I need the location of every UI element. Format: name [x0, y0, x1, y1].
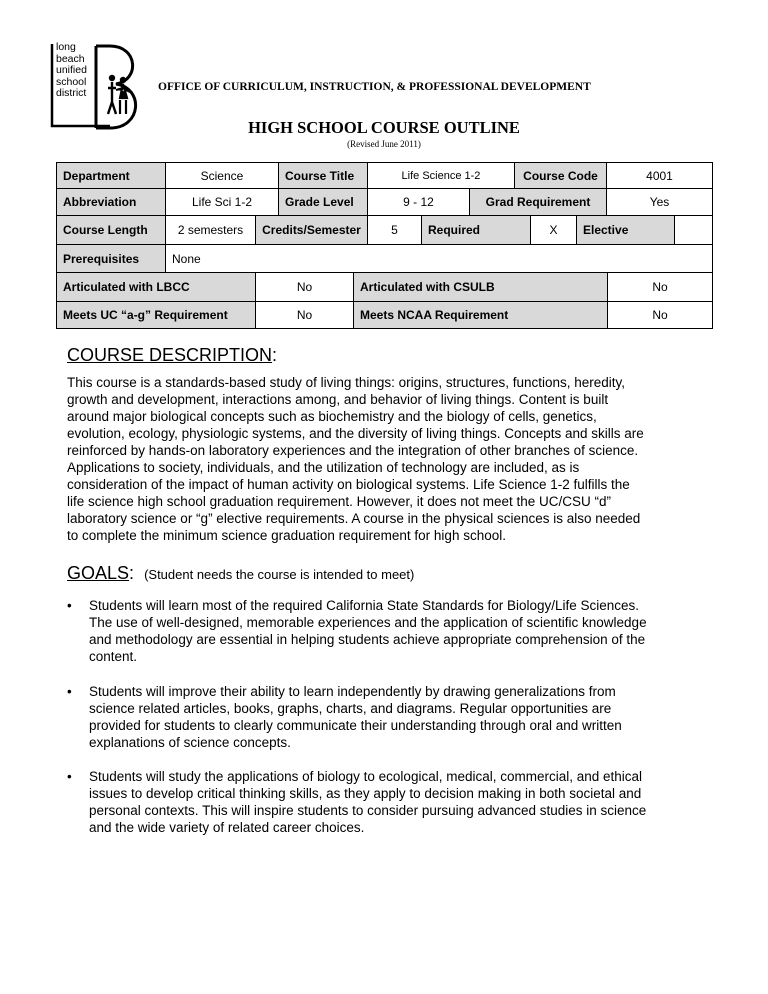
- logo-line: long: [56, 41, 76, 53]
- goals-subheading: (Student needs the course is intended to meet): [144, 567, 415, 582]
- description-line: life science high school graduation requirement. However, it does not meet the UC/CSU “d”: [67, 494, 612, 509]
- description-line: growth and development, interactions among, and behavior of living things. Content is built: [67, 392, 609, 407]
- course-length-label: Course Length: [56, 215, 166, 245]
- goal-line: issues to develop critical thinking skills, as they apply to decision making in both societal and: [89, 786, 642, 801]
- department-value: Science: [165, 162, 279, 189]
- description-line: Applications to society, individuals, and the utilization of technology are included, as is: [67, 460, 580, 475]
- logo-line: beach: [56, 52, 85, 65]
- goal-line: and methodology are essential in helping students achieve appropriate comprehension of the: [89, 632, 646, 647]
- course-title-value: Life Science 1-2: [367, 162, 515, 189]
- goal-line: explanations of science concepts.: [89, 735, 291, 750]
- csulb-value: No: [607, 272, 713, 302]
- goal-text: [89, 768, 729, 836]
- abbreviation-value: Life Sci 1-2: [165, 188, 279, 216]
- course-description-heading-text: COURSE DESCRIPTION: [67, 345, 273, 365]
- grad-requirement-label: Grad Requirement: [469, 188, 607, 216]
- goal-line: content.: [89, 649, 138, 664]
- goal-line: personal contexts. This will inspire students to consider pursuing advanced studies in science: [89, 803, 647, 818]
- logo-text: [56, 42, 87, 100]
- office-heading: OFFICE OF CURRICULUM, INSTRUCTION, & PROFESSIONAL DEVELOPMENT: [158, 81, 591, 93]
- prerequisites-value: None: [165, 244, 713, 273]
- page-title: HIGH SCHOOL COURSE OUTLINE: [248, 118, 520, 137]
- heading-colon: :: [129, 563, 135, 583]
- bullet-icon: •: [67, 769, 72, 784]
- goals-heading: [67, 563, 414, 584]
- description-line: around major biological concepts such as biochemistry and the biology of cells, genetics,: [67, 409, 597, 424]
- goal-line: Students will improve their ability to learn independently by drawing generalizations from: [89, 684, 616, 699]
- grad-requirement-value: Yes: [606, 188, 713, 216]
- uc-requirement-label: Meets UC “a-g” Requirement: [56, 301, 256, 329]
- course-title-label: Course Title: [278, 162, 368, 189]
- bullet-icon: •: [67, 684, 72, 699]
- course-description-text: [67, 374, 727, 544]
- ncaa-value: No: [607, 301, 713, 329]
- grade-level-value: 9 - 12: [367, 188, 470, 216]
- ncaa-label: Meets NCAA Requirement: [353, 301, 608, 329]
- description-line: laboratory science or “g” elective requirements. A course in the physical sciences is also needed: [67, 511, 641, 526]
- lbcc-value: No: [255, 272, 354, 302]
- uc-requirement-value: No: [255, 301, 354, 329]
- prerequisites-label: Prerequisites: [56, 244, 166, 273]
- heading-colon: :: [272, 345, 278, 365]
- department-label: Department: [56, 162, 166, 189]
- goal-text: [89, 597, 729, 665]
- goal-line: and the wide variety of related career choices.: [89, 820, 365, 835]
- course-code-label: Course Code: [514, 162, 607, 189]
- logo-line: school: [56, 75, 87, 88]
- course-description-heading: [67, 345, 277, 366]
- description-line: consideration of the impact of human activity on biological systems. Life Science 1-2 fulfills the: [67, 477, 630, 492]
- goal-line: provided for students to clearly communicate their understanding through oral and written: [89, 718, 622, 733]
- course-code-value: 4001: [606, 162, 713, 189]
- csulb-label: Articulated with CSULB: [353, 272, 608, 302]
- goal-line: The use of well-designed, memorable experiences and the application of scientific knowledge: [89, 615, 647, 630]
- logo-line: district: [56, 87, 87, 99]
- credits-value: 5: [367, 215, 422, 245]
- abbreviation-label: Abbreviation: [56, 188, 166, 216]
- description-line: This course is a standards-based study of living things: origins, structures, functions, heredity,: [67, 375, 626, 390]
- description-line: evolution, ecology, physiologic systems, and the diversity of living things. Concepts and skills are: [67, 426, 644, 441]
- grade-level-label: Grade Level: [278, 188, 368, 216]
- description-line: reinforced by hands-on laboratory experiences and the integration of other branches of science.: [67, 443, 639, 458]
- course-length-value: 2 semesters: [165, 215, 256, 245]
- revised-date: (Revised June 2011): [347, 139, 421, 149]
- required-label: Required: [421, 215, 531, 245]
- goals-heading-text: GOALS: [67, 563, 130, 583]
- credits-label: Credits/Semester: [255, 215, 368, 245]
- required-value: X: [530, 215, 577, 245]
- elective-label: Elective: [576, 215, 675, 245]
- bullet-icon: •: [67, 598, 72, 613]
- logo-line: unified: [56, 64, 87, 76]
- description-line: to complete the minimum science graduation requirement for high school.: [67, 528, 506, 543]
- goal-text: [89, 683, 729, 751]
- goal-line: science related articles, books, graphs, charts, and diagrams. Regular opportunities are: [89, 701, 612, 716]
- goal-line: Students will learn most of the required California State Standards for Biology/Life Sciences.: [89, 598, 640, 613]
- elective-value: [674, 215, 713, 245]
- lbcc-label: Articulated with LBCC: [56, 272, 256, 302]
- goal-line: Students will study the applications of biology to ecological, medical, commercial, and ethical: [89, 769, 643, 784]
